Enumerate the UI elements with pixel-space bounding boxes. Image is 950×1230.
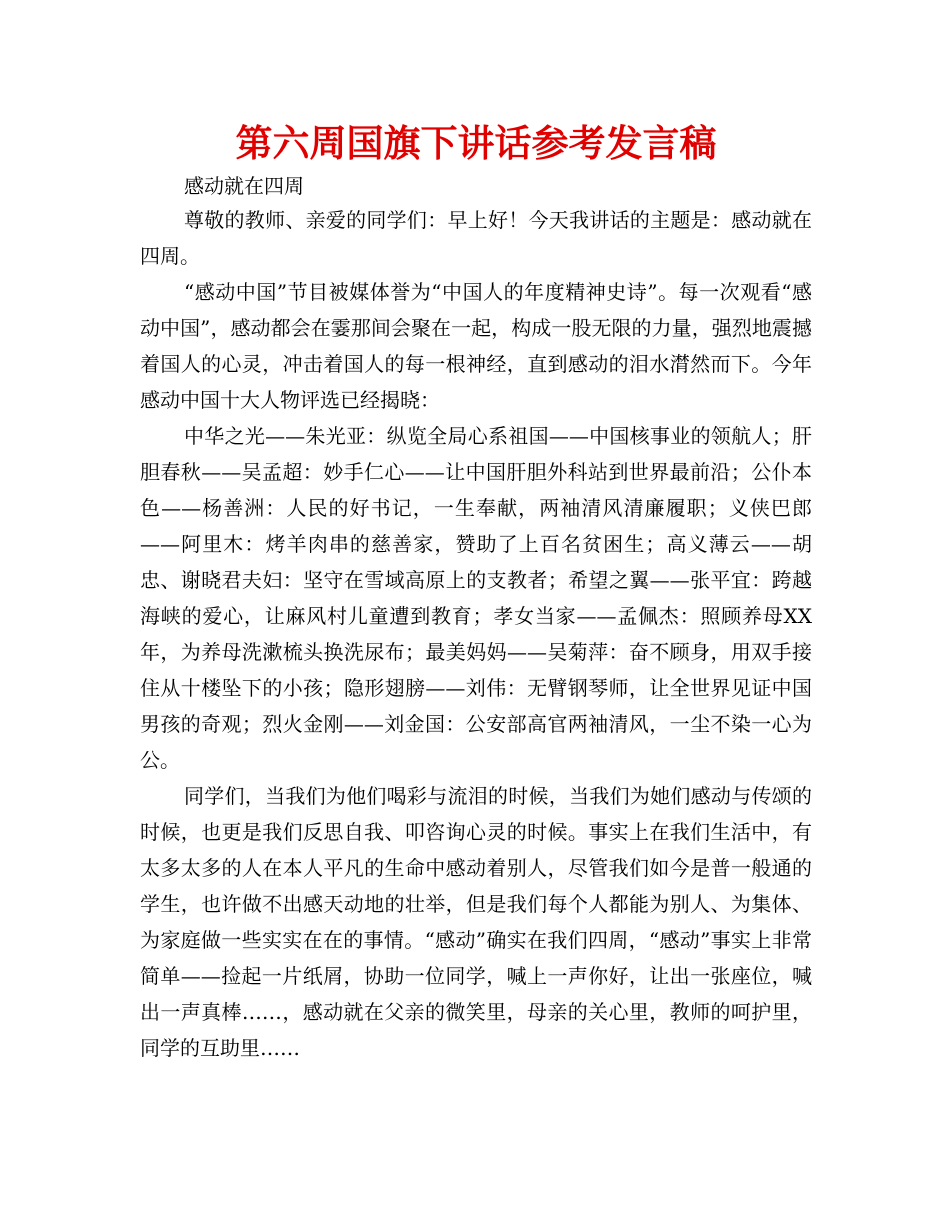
document-page	[140, 118, 812, 1066]
document-subtitle: 感动就在四周	[184, 174, 304, 198]
paragraph-greeting: 尊敬的教师、亲爱的同学们：早上好！今天我讲话的主题是：感动就在四周。	[140, 208, 812, 268]
paragraph-honorees: 中华之光——朱光亚：纵览全局心系祖国——中国核事业的领航人；肝胆春秋——吴孟超：妙手仁心——让中国肝胆外科站到世界最前沿；公仆本色——杨善洲：人民的好书记，一生奉献，两袖清风清廉履职；义侠巴郎——阿里木：烤羊肉串的慈善家，赞助了上百名贫困生；高义薄云——胡忠、谢晓君夫妇：坚守在雪域高原上的支教者；希望之翼——张平宜：跨越海峡的爱心，让麻风村儿童遭到教育；孝女当家——孟佩杰：照顾养母XX年，为养母洗漱梳头换洗尿布；最美妈妈——吴菊萍：奋不顾身，用双手接住从十楼坠下的小孩；隐形翅膀——刘伟：无臂钢琴师，让全世界见证中国男孩的奇观；烈火金刚——刘金国：公安部高官两袖清风，一尘不染一心为公。	[140, 424, 812, 772]
paragraph-intro: “感动中国”节目被媒体誉为“中国人的年度精神史诗”。每一次观看“感动中国”，感动都会在霎那间会聚在一起，构成一股无限的力量，强烈地震撼着国人的心灵，冲击着国人的每一根神经，直到感动的泪水潸然而下。今年感动中国十大人物评选已经揭晓：	[140, 280, 812, 412]
paragraph-reflection: 同学们，当我们为他们喝彩与流泪的时候，当我们为她们感动与传颂的时候，也更是我们反思自我、叩咨询心灵的时候。事实上在我们生活中，有太多太多的人在本人平凡的生命中感动着别人，尽管我们如今是普一般通的学生，也许做不出感天动地的壮举，但是我们每个人都能为别人、为集体、为家庭做一些实实在在的事情。“感动”确实在我们四周，“感动”事实上非常简单——捡起一片纸屑，协助一位同学，喊上一声你好，让出一张座位，喊出一声真棒……，感动就在父亲的微笑里，母亲的关心里，教师的呵护里，同学的互助里……	[140, 784, 812, 1060]
document-title: 第六周国旗下讲话参考发言稿	[235, 122, 717, 165]
